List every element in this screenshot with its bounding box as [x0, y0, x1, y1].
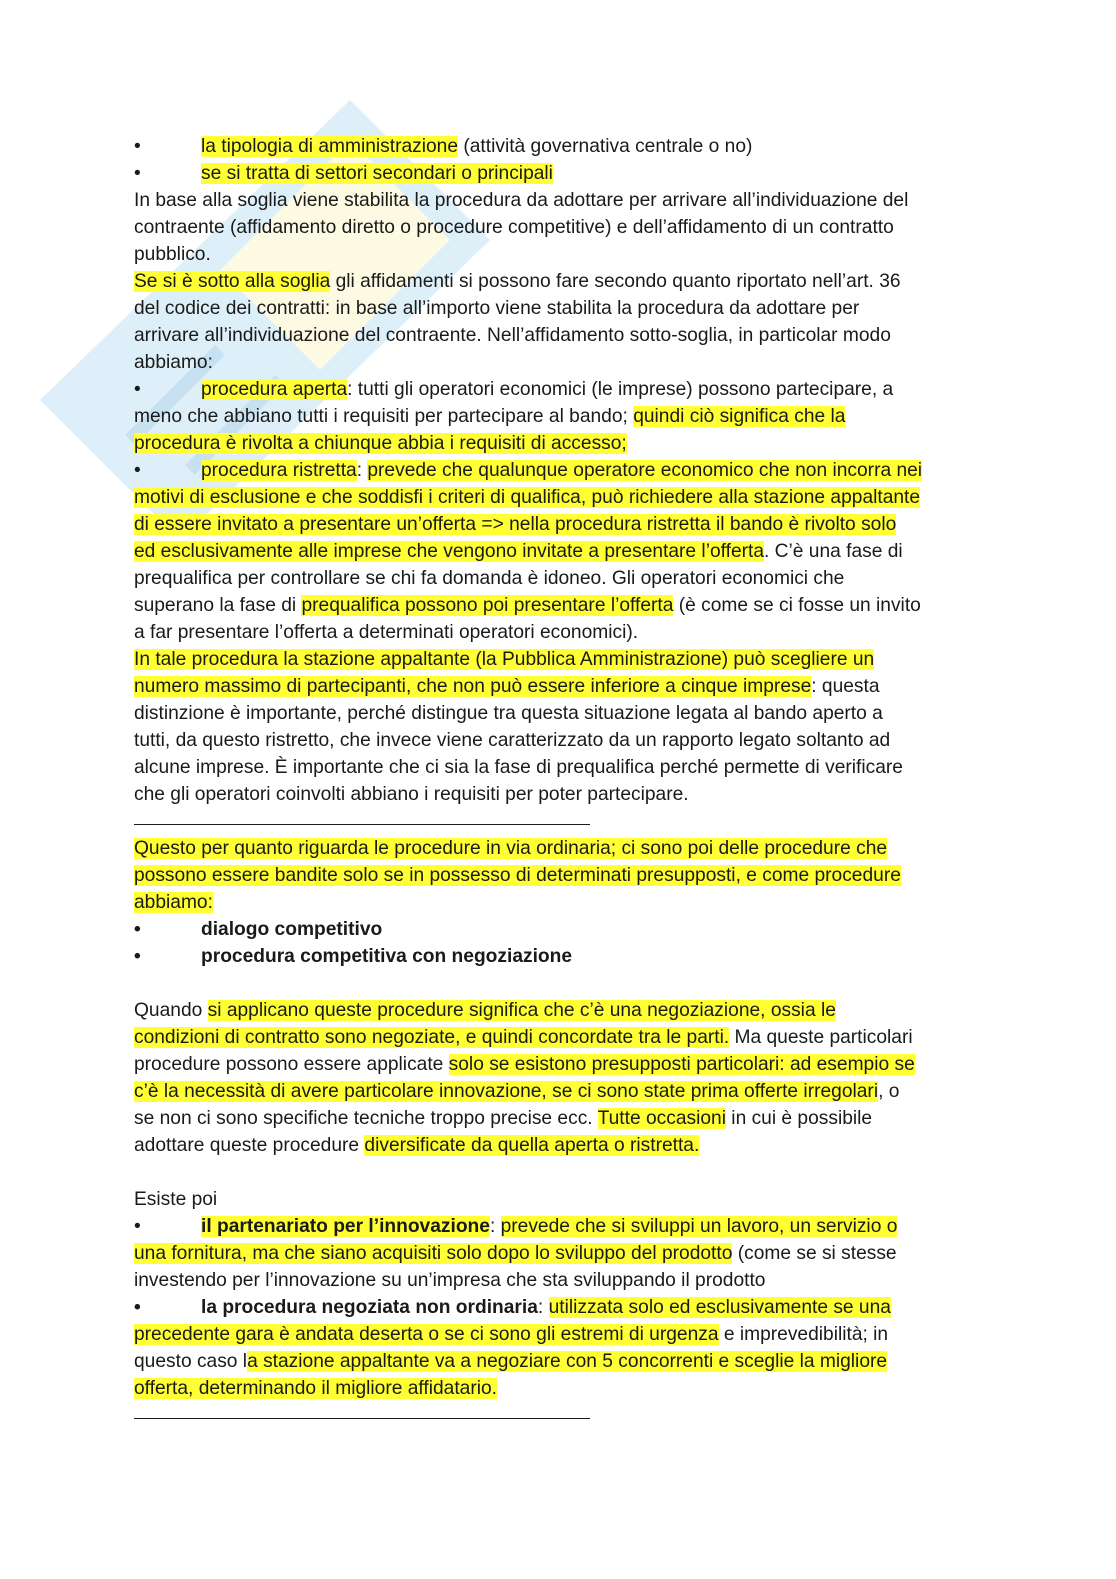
text-line: Esiste poi: [134, 1189, 218, 1210]
text-line: questo caso la stazione appaltante va a negoziare con 5 concorrenti e sceglie la migliore: [134, 1351, 888, 1372]
bullet-icon: •: [134, 1216, 141, 1237]
text-line: procedura è rivolta a chiunque abbia i requisiti di accesso;: [134, 433, 627, 454]
text-line: del codice dei contratti: in base all’importo viene stabilita la procedura da adottare per: [134, 298, 860, 319]
bullet-icon: •: [134, 919, 141, 940]
text-line: investendo per l’innovazione su un’impresa che sta sviluppando il prodotto: [134, 1270, 766, 1291]
list-item: • procedura aperta: tutti gli operatori economici (le imprese) possono partecipare, a: [134, 376, 984, 403]
text-line: Questo per quanto riguarda le procedure in via ordinaria; ci sono poi delle procedure che: [134, 838, 888, 859]
bullet-icon: •: [134, 460, 141, 481]
text-line: numero massimo di partecipanti, che non può essere inferiore a cinque imprese: questa: [134, 676, 880, 697]
text-line: adottare queste procedure diversificate da quella aperta o ristretta.: [134, 1135, 700, 1156]
text-line: superano la fase di prequalifica possono poi presentare l’offerta (è come se ci fosse un invito: [134, 595, 921, 616]
text-line: possono essere bandite solo se in possesso di determinati presupposti, e come procedure: [134, 865, 901, 886]
text-line: che gli operatori coinvolti abbiano i requisiti per poter partecipare.: [134, 784, 689, 805]
text-line: a far presentare l’offerta a determinati operatori economici).: [134, 622, 639, 643]
text-line: prequalifica per controllare se chi fa domanda è idoneo. Gli operatori economici che: [134, 568, 845, 589]
text-line: precedente gara è andata deserta o se ci sono gli estremi di urgenza e imprevedibilità; in: [134, 1324, 889, 1345]
section-divider: [134, 1418, 590, 1419]
text-line: abbiamo:: [134, 352, 213, 373]
section-divider: [134, 824, 590, 825]
text-line: abbiamo:: [134, 892, 213, 913]
list-item: • la procedura negoziata non ordinaria: utilizzata solo ed esclusivamente se una: [134, 1294, 984, 1321]
text-line: se non ci sono specifiche tecniche troppo precise ecc. Tutte occasioni in cui è possibile: [134, 1108, 873, 1129]
text-line: distinzione è importante, perché distingue tra questa situazione legata al bando aperto a: [134, 703, 883, 724]
document-body: [134, 133, 984, 1429]
list-item: • procedura ristretta: prevede che qualunque operatore economico che non incorra nei: [134, 457, 984, 484]
bullet-icon: •: [134, 163, 141, 184]
text-line: motivi di esclusione e che soddisfi i criteri di qualifica, può richiedere alla stazione appaltante: [134, 487, 921, 508]
list-item: • se si tratta di settori secondari o principali: [134, 160, 984, 187]
text-line: pubblico.: [134, 244, 211, 265]
list-item: • procedura competitiva con negoziazione: [134, 943, 984, 970]
text-line: contraente (affidamento diretto o procedure competitive) e dell’affidamento di un contratto: [134, 217, 894, 238]
bullet-icon: •: [134, 136, 141, 157]
text-line: condizioni di contratto sono negoziate, e quindi concordate tra le parti. Ma queste particolari: [134, 1027, 913, 1048]
text-line: arrivare all’individuazione del contraente. Nell’affidamento sotto-soglia, in particolar modo: [134, 325, 891, 346]
text-line: In tale procedura la stazione appaltante (la Pubblica Amministrazione) può scegliere un: [134, 649, 875, 670]
text-line: di essere invitato a presentare un’offerta => nella procedura ristretta il bando è rivolto solo: [134, 514, 897, 535]
bullet-icon: •: [134, 1297, 141, 1318]
text-line: tutti, da questo ristretto, che invece viene caratterizzato da un rapporto legato soltanto ad: [134, 730, 891, 751]
bullet-icon: •: [134, 946, 141, 967]
list-item: • la tipologia di amministrazione (attività governativa centrale o no): [134, 133, 984, 160]
list-item: • dialogo competitivo: [134, 916, 984, 943]
text-line: ed esclusivamente alle imprese che vengono invitate a presentare l’offerta. C’è una fase di: [134, 541, 903, 562]
text-line: alcune imprese. È importante che ci sia la fase di prequalifica perché permette di verificare: [134, 757, 903, 778]
text-line: Se si è sotto alla soglia gli affidamenti si possono fare secondo quanto riportato nell’art. 36: [134, 271, 901, 292]
text-line: c’è la necessità di avere particolare innovazione, se ci sono state prima offerte irregolari, o: [134, 1081, 900, 1102]
text-line: In base alla soglia viene stabilita la procedura da adottare per arrivare all’individuazione del: [134, 190, 909, 211]
text-line: procedure possono essere applicate solo se esistono presupposti particolari: ad esempio se: [134, 1054, 915, 1075]
text-line: meno che abbiano tutti i requisiti per partecipare al bando; quindi ciò significa che la: [134, 406, 846, 427]
bullet-icon: •: [134, 379, 141, 400]
text-line: offerta, determinando il migliore affidatario.: [134, 1378, 497, 1399]
text-line: una fornitura, ma che siano acquisiti solo dopo lo sviluppo del prodotto (come se si stesse: [134, 1243, 897, 1264]
list-item: • il partenariato per l’innovazione: prevede che si sviluppi un lavoro, un servizio o: [134, 1213, 984, 1240]
text-line: Quando si applicano queste procedure significa che c’è una negoziazione, ossia le: [134, 1000, 836, 1021]
